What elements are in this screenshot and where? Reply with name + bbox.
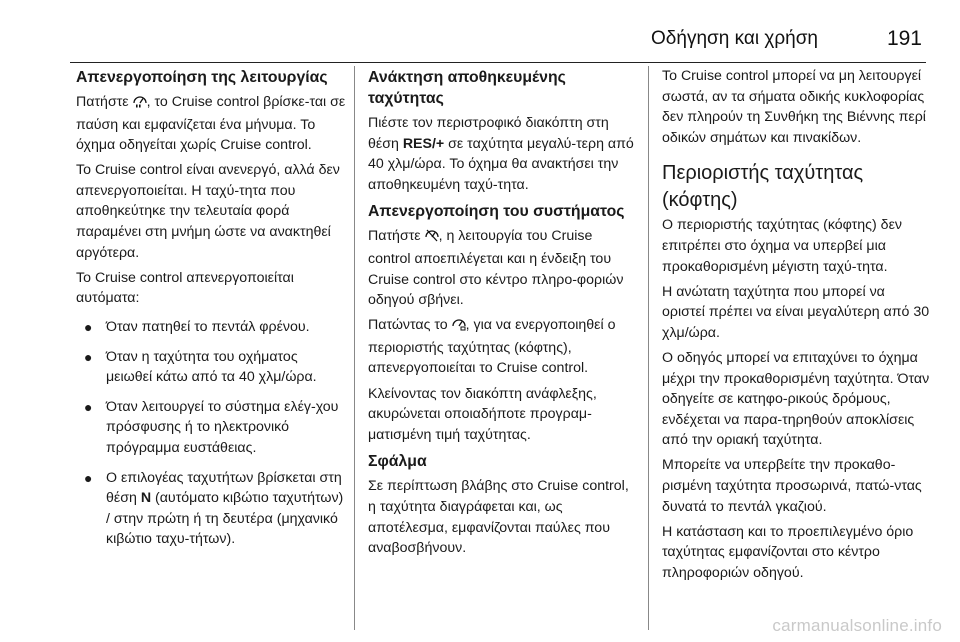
speed-limiter-icon — [452, 317, 466, 338]
paragraph: Μπορείτε να υπερβείτε την προκαθο-ρισμένη ταχύτητα προσωρινά, πατώ-ντας δυνατά το πεντάλ γκαζιού. — [662, 457, 922, 515]
paragraph: Ο οδηγός μπορεί να επιταχύνει το όχημα μέχρι την προκαθορισμένη ταχύτητα. Όταν οδηγείτε σε κατηφο-ρικούς δρόμους, ενδέχεται να παρα-τηρηθούν αποκλίσεις από την οριακή ταχύτητα. — [662, 349, 930, 449]
list-item: ● Όταν η ταχύτητα του οχήματος μειωθεί κάτω από τα 40 χλμ/ώρα. — [84, 348, 317, 386]
list-item: ● Όταν λειτουργεί το σύστημα ελέγ-χου πρόσφυσης ή το ηλεκτρονικό πρόγραμμα ευστάθειας. — [84, 398, 339, 456]
heading-fault: Σφάλμα — [368, 453, 427, 471]
paragraph: Το Cruise control απενεργοποιείται αυτόματα: — [76, 269, 294, 307]
page-number: 191 — [886, 27, 922, 50]
paragraph: Η ανώτατη ταχύτητα που μπορεί να οριστεί πρέπει να είναι μεγαλύτερη από 30 χλμ/ώρα. — [662, 283, 930, 341]
cruise-pause-icon — [133, 94, 147, 115]
paragraph: Πιέστε τον περιστροφικό διακόπτη στη θέση RES/+ σε ταχύτητα μεγαλύ-τερη από 40 χλμ/ώρα. Το όχημα θα ανακτήσει την αποθηκευμένη ταχύ-τητα. — [368, 115, 634, 193]
column-divider — [354, 66, 355, 630]
list-item: ● Όταν πατηθεί το πεντάλ φρένου. — [84, 318, 310, 335]
column-3 — [662, 66, 930, 642]
paragraph: Πατήστε , η λειτουργία του Cruise control αποεπιλέγεται και η ένδειξη του Cruise control στο κέντρο πληρο-φοριών οδηγού σβήνει. — [368, 228, 624, 309]
cruise-off-icon — [425, 228, 439, 249]
paragraph: Ο περιοριστής ταχύτητας (κόφτης) δεν επιτρέπει στο όχημα να υπερβεί μια προκαθορισμένη μέγιστη ταχύ-τητα. — [662, 217, 902, 275]
paragraph: Πατώντας το , για να ενεργοποιηθεί ο περιοριστής ταχύτητας (κόφτης), απενεργοποιείται το Cruise control. — [368, 317, 616, 377]
watermark: carmanualsonline.info — [772, 616, 942, 635]
chapter-title: Οδήγηση και χρήση — [651, 28, 818, 49]
heading-recall-speed: Ανάκτηση αποθηκευμένης ταχύτητας — [368, 69, 566, 107]
auto-deactivation-list — [76, 317, 346, 550]
paragraph: Κλείνοντας τον διακόπτη ανάφλεξης, ακυρώνεται οποιαδήποτε προγραμ-ματισμένη τιμή ταχύτητας. — [368, 385, 597, 443]
column-2 — [368, 66, 634, 642]
page-header — [70, 18, 926, 63]
list-item: ● Ο επιλογέας ταχυτήτων βρίσκεται στη θέση N (αυτόματο κιβώτιο ταχυτήτων) / στην πρώτη ή τη δευτέρα (μηχανικό κιβώτιο ταχυ-τήτων). — [84, 469, 344, 548]
paragraph: Το Cruise control μπορεί να μη λειτουργεί σωστά, αν τα σήματα οδικής κυκλοφορίας δεν πληρούν τη Συνθήκη της Βιέννης περί οδικών σημάτων και πινακίδων. — [662, 68, 926, 146]
heading-system-off: Απενεργοποίηση του συστήματος — [368, 203, 625, 221]
paragraph: Το Cruise control είναι ανενεργό, αλλά δεν απενεργοποιείται. Η ταχύ-τητα που αποθηκεύτηκε την τελευταία φορά παραμένει στη μνήμη ώστε να ανακτηθεί αργότερα. — [76, 162, 340, 261]
paragraph: Η κατάσταση και το προεπιλεγμένο όριο ταχύτητας εμφανίζονται στο κέντρο πληροφοριών οδηγού. — [662, 523, 914, 581]
column-divider — [648, 66, 649, 630]
heading-deactivate-function: Απενεργοποίηση της λειτουργίας — [76, 69, 328, 86]
column-1 — [76, 66, 346, 642]
heading-speed-limiter: Περιοριστής ταχύτητας (κόφτης) — [662, 162, 864, 212]
paragraph: Πατήστε , το Cruise control βρίσκε-ται σε παύση και εμφανίζεται ένα μήνυμα. Το όχημα οδηγείται χωρίς Cruise control. — [76, 94, 346, 154]
paragraph: Σε περίπτωση βλάβης στο Cruise control, η ταχύτητα διαγράφεται και, ως αποτέλεσμα, εμφανίζονται παύλες που αναβοσβήνουν. — [368, 478, 629, 557]
